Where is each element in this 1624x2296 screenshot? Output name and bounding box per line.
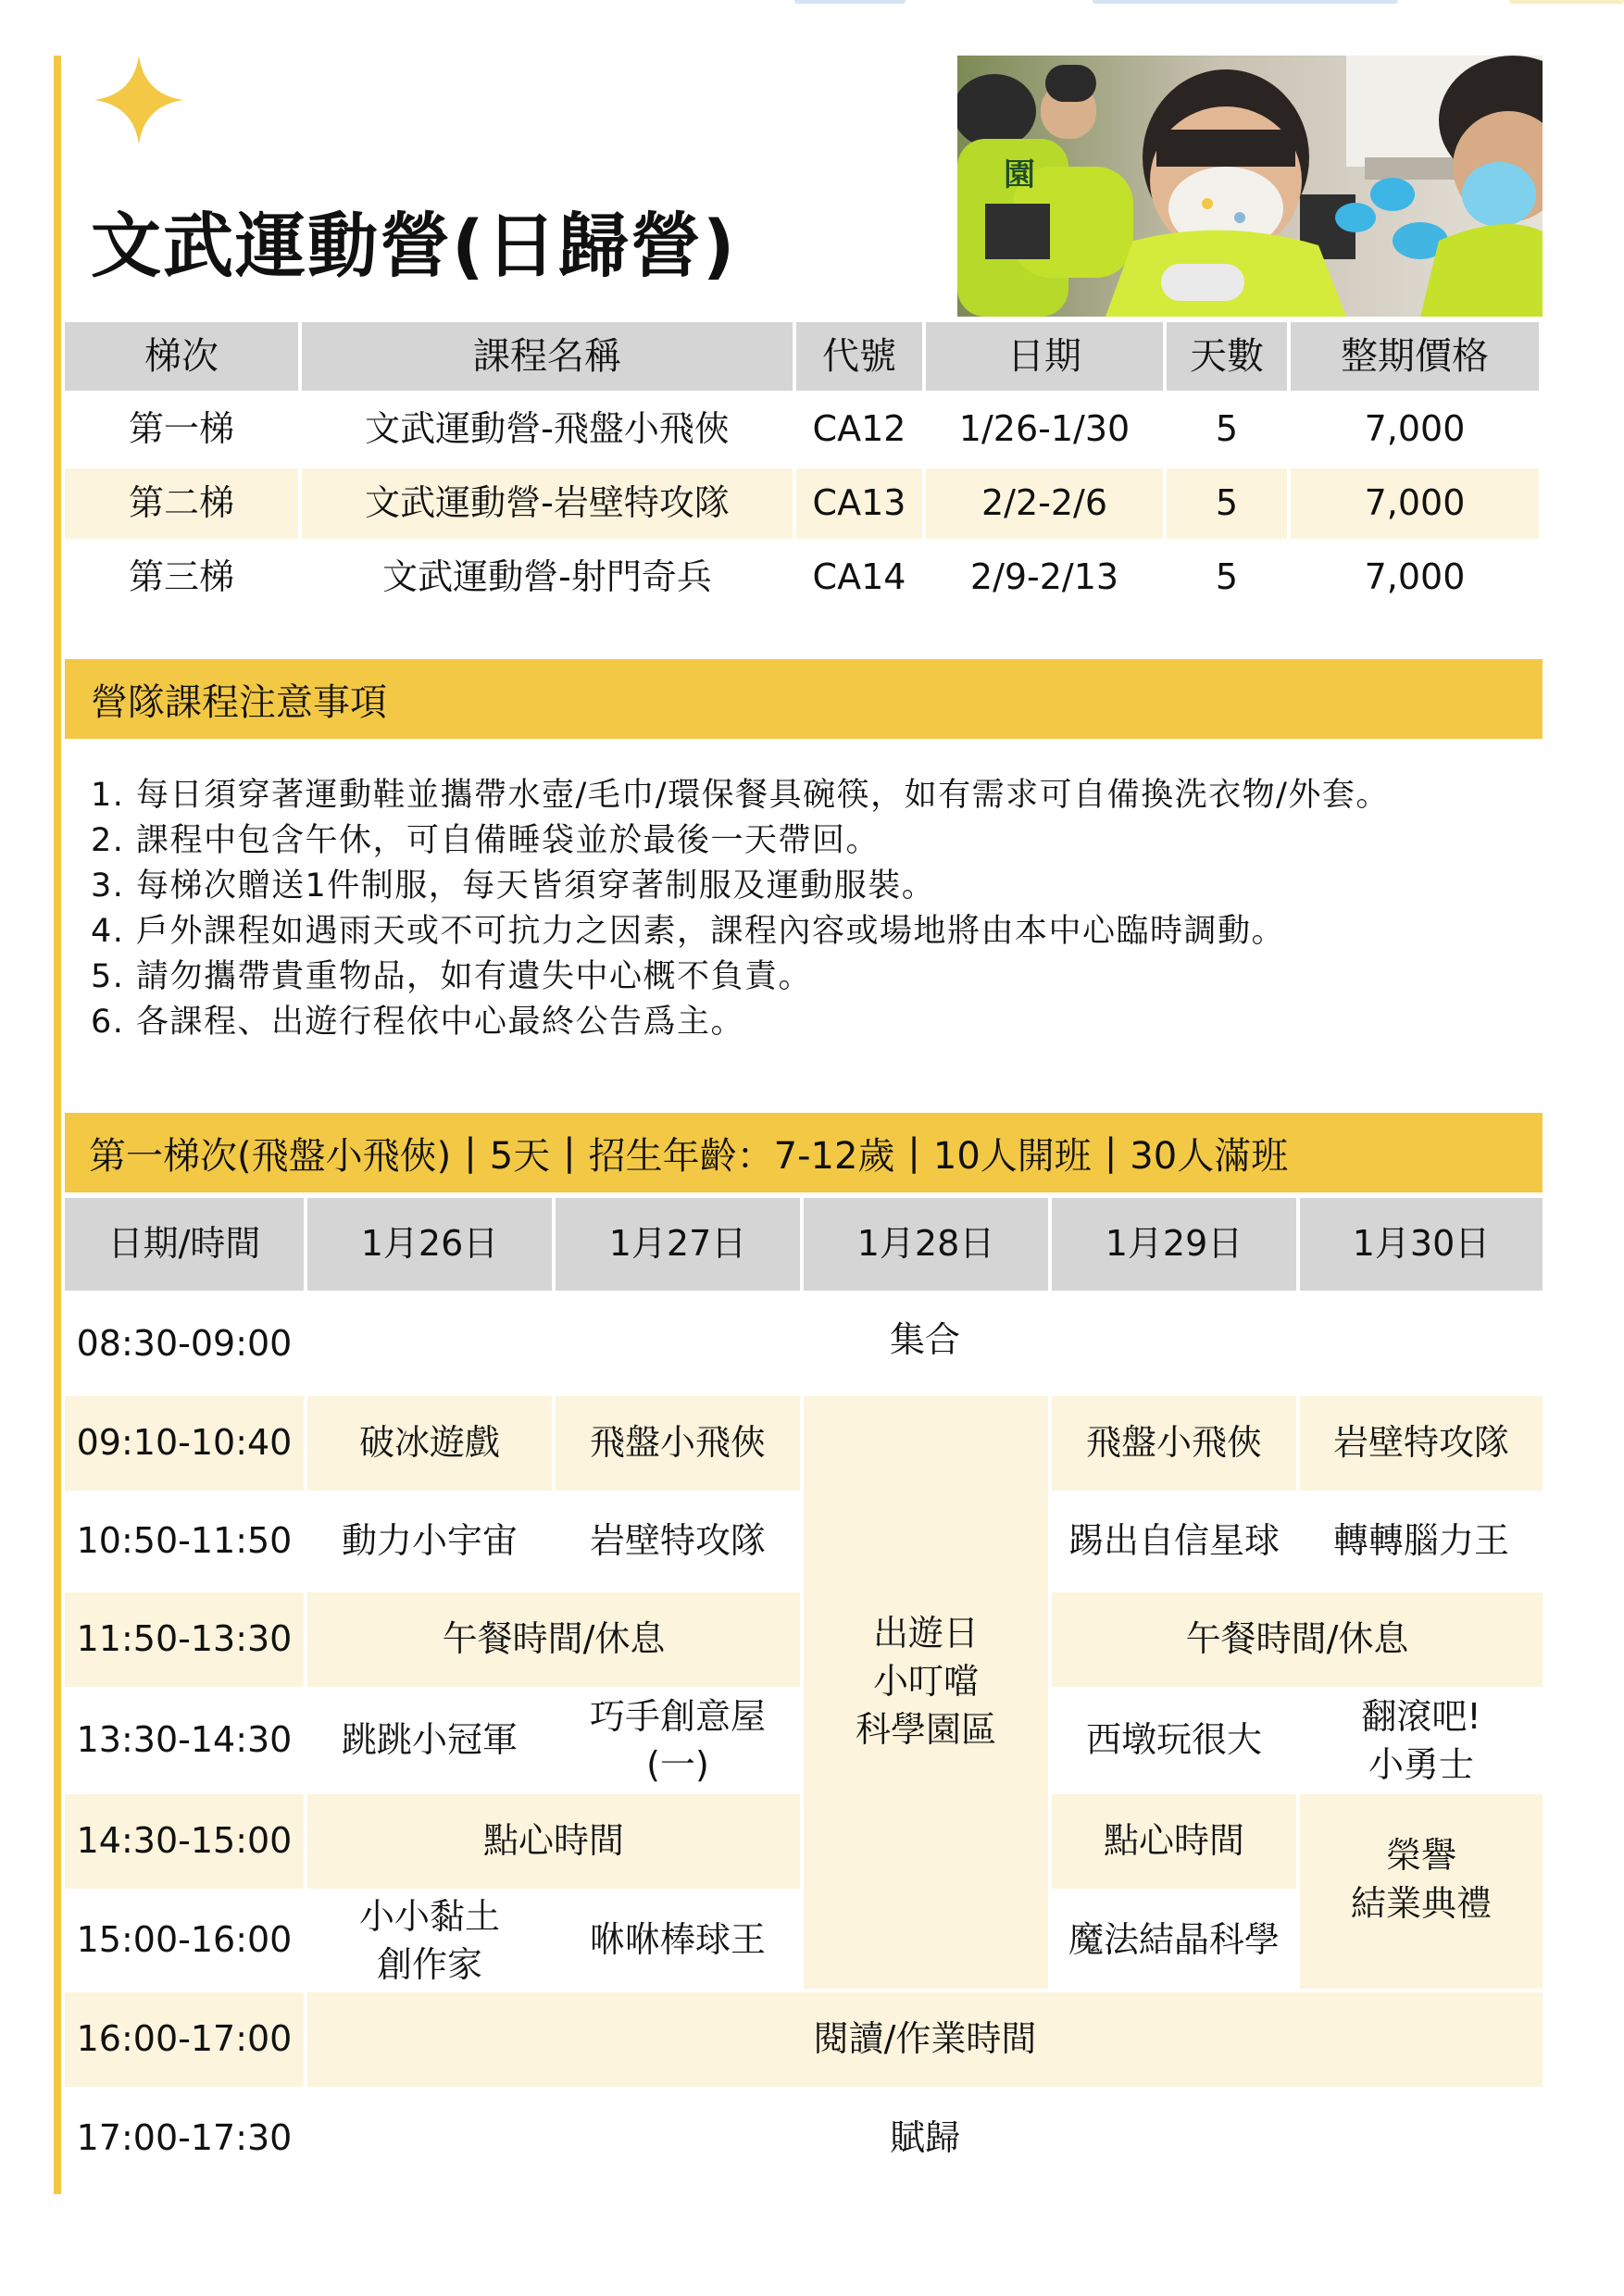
time-cell: 10:50-11:50 bbox=[76, 1520, 293, 1562]
note-item: 4. 戶外課程如遇雨天或不可抗力之因素，課程內容或場地將由本中心臨時調動。 bbox=[91, 913, 1286, 950]
page-title: 文武運動營(日歸營) bbox=[91, 205, 737, 287]
activity-cell: 咻咻棒球王 bbox=[589, 1919, 766, 1961]
camp-cell: 第二梯 bbox=[65, 468, 298, 539]
activity-cell: 飛盤小飛俠 bbox=[556, 1396, 800, 1491]
activity-line: 巧手創意屋 bbox=[589, 1696, 766, 1737]
sparkle-icon bbox=[93, 54, 185, 146]
top-tab-right bbox=[1509, 0, 1624, 4]
activity-cell: 踢出自信星球 bbox=[1068, 1520, 1280, 1562]
banner-max: 30人滿班 bbox=[1130, 1134, 1289, 1178]
activity-cell bbox=[556, 1691, 800, 1791]
camp-cell: 5 bbox=[1167, 468, 1287, 539]
camp-cell: 5 bbox=[1215, 408, 1239, 450]
time-cell: 17:00-17:30 bbox=[76, 2117, 293, 2159]
banner-divider: | bbox=[464, 1131, 477, 1174]
activity-cell: 魔法結晶科學 bbox=[1068, 1919, 1280, 1961]
outing-line: 出遊日 bbox=[872, 1613, 979, 1653]
schedule-header-cell: 日期/時間 bbox=[65, 1198, 304, 1291]
banner-min: 10人開班 bbox=[932, 1134, 1092, 1178]
camp-cell: 2/9-2/13 bbox=[969, 556, 1119, 598]
notes-list bbox=[91, 773, 1535, 1045]
schedule-header-cell: 1月26日 bbox=[307, 1198, 552, 1291]
activity-line: 翻滾吧! bbox=[1361, 1696, 1481, 1737]
activity-home: 賦歸 bbox=[889, 2117, 960, 2159]
activity-assemble: 集合 bbox=[889, 1319, 960, 1360]
activity-cell bbox=[1300, 1691, 1543, 1791]
time-cell: 11:50-13:30 bbox=[65, 1592, 304, 1687]
banner-divider: | bbox=[907, 1131, 920, 1174]
schedule-header-cell: 1月30日 bbox=[1300, 1198, 1543, 1291]
camp-cell: 7,000 bbox=[1364, 556, 1466, 598]
activity-cell bbox=[307, 1892, 552, 1989]
notes-heading: 營隊課程注意事項 bbox=[91, 680, 387, 724]
time-cell: 14:30-15:00 bbox=[65, 1794, 304, 1889]
camp-cell: 7,000 bbox=[1291, 468, 1539, 539]
camp-header-cell: 整期價格 bbox=[1291, 322, 1539, 391]
camp-cell: 1/26-1/30 bbox=[958, 408, 1131, 450]
kids-activity-photo bbox=[957, 56, 1543, 317]
activity-line: 創作家 bbox=[376, 1944, 482, 1985]
top-tab-middle bbox=[1093, 0, 1398, 4]
camp-cell: 第三梯 bbox=[128, 556, 234, 598]
camp-cell: 文武運動營-岩壁特攻隊 bbox=[302, 468, 793, 539]
camp-header-cell: 代號 bbox=[796, 322, 922, 391]
camp-cell: 文武運動營-射門奇兵 bbox=[382, 556, 712, 598]
note-item: 6. 各課程、出遊行程依中心最終公告爲主。 bbox=[91, 1004, 745, 1041]
outing-line: 小叮噹 bbox=[872, 1661, 979, 1702]
activity-cell: 飛盤小飛俠 bbox=[1052, 1396, 1296, 1491]
activity-cell: 岩壁特攻隊 bbox=[1300, 1396, 1543, 1491]
camp-header-cell: 天數 bbox=[1167, 322, 1287, 391]
activity-cell: 岩壁特攻隊 bbox=[589, 1520, 766, 1562]
activity-cell: 轉轉腦力王 bbox=[1332, 1520, 1509, 1562]
activity-line: 小勇士 bbox=[1368, 1744, 1474, 1785]
schedule-header-cell: 1月28日 bbox=[804, 1198, 1048, 1291]
activity-line: 榮譽 bbox=[1385, 1835, 1456, 1876]
activity-line: 結業典禮 bbox=[1350, 1883, 1492, 1924]
activity-cell: 動力小宇宙 bbox=[341, 1520, 518, 1562]
banner-camp-name: 第一梯次(飛盤小飛俠) bbox=[89, 1134, 452, 1178]
activity-snack: 點心時間 bbox=[1052, 1794, 1296, 1889]
time-cell: 15:00-16:00 bbox=[76, 1919, 293, 1961]
banner-days: 5天 bbox=[489, 1134, 551, 1178]
camp-cell: 5 bbox=[1215, 556, 1239, 598]
camp-header-cell: 日期 bbox=[926, 322, 1163, 391]
banner-age: 招生年齡：7-12歲 bbox=[588, 1134, 895, 1178]
banner-divider: | bbox=[1104, 1131, 1118, 1174]
shirt-text: 園 bbox=[1004, 156, 1035, 193]
camp-header-cell: 課程名稱 bbox=[302, 322, 793, 391]
camp-cell: 文武運動營-飛盤小飛俠 bbox=[365, 408, 730, 450]
banner-divider: | bbox=[563, 1131, 576, 1174]
schedule-header-cell: 1月27日 bbox=[556, 1198, 800, 1291]
camp-cell: 7,000 bbox=[1364, 408, 1466, 450]
activity-cell: 跳跳小冠軍 bbox=[341, 1719, 518, 1761]
camp-cell: CA13 bbox=[796, 468, 922, 539]
outing-line: 科學園區 bbox=[855, 1709, 996, 1750]
activity-line: (一) bbox=[646, 1744, 709, 1785]
top-tab-left bbox=[794, 0, 906, 4]
schedule-header-cell: 1月29日 bbox=[1052, 1198, 1296, 1291]
activity-outing bbox=[804, 1396, 1048, 1989]
camp-header-cell: 梯次 bbox=[65, 322, 298, 391]
camp-cell: 2/2-2/6 bbox=[926, 468, 1163, 539]
note-item: 2. 課程中包含午休，可自備睡袋並於最後一天帶回。 bbox=[91, 822, 881, 859]
activity-line: 小小黏土 bbox=[358, 1896, 500, 1937]
time-cell: 08:30-09:00 bbox=[76, 1323, 293, 1365]
activity-reading: 閱讀/作業時間 bbox=[307, 1992, 1543, 2087]
activity-lunch: 午餐時間/休息 bbox=[1052, 1592, 1543, 1687]
activity-lunch: 午餐時間/休息 bbox=[307, 1592, 800, 1687]
schedule-banner bbox=[65, 1113, 1543, 1192]
camp-cell: 第一梯 bbox=[128, 408, 234, 450]
camp-cell: CA12 bbox=[812, 408, 906, 450]
activity-graduation bbox=[1300, 1794, 1543, 1989]
activity-cell: 破冰遊戲 bbox=[307, 1396, 552, 1491]
time-cell: 09:10-10:40 bbox=[65, 1396, 304, 1491]
left-accent-bar bbox=[54, 56, 61, 2194]
camp-cell: CA14 bbox=[812, 556, 906, 598]
activity-snack: 點心時間 bbox=[307, 1794, 800, 1889]
time-cell: 16:00-17:00 bbox=[65, 1992, 304, 2087]
note-item: 1. 每日須穿著運動鞋並攜帶水壺/毛巾/環保餐具碗筷，如有需求可自備換洗衣物/外套。 bbox=[91, 777, 1390, 814]
notes-heading-banner bbox=[65, 659, 1543, 739]
activity-cell: 西墩玩很大 bbox=[1085, 1719, 1262, 1761]
note-item: 5. 請勿攜帶貴重物品，如有遺失中心概不負責。 bbox=[91, 958, 813, 995]
note-item: 3. 每梯次贈送1件制服，每天皆須穿著制服及運動服裝。 bbox=[91, 867, 936, 905]
time-cell: 13:30-14:30 bbox=[76, 1719, 293, 1761]
